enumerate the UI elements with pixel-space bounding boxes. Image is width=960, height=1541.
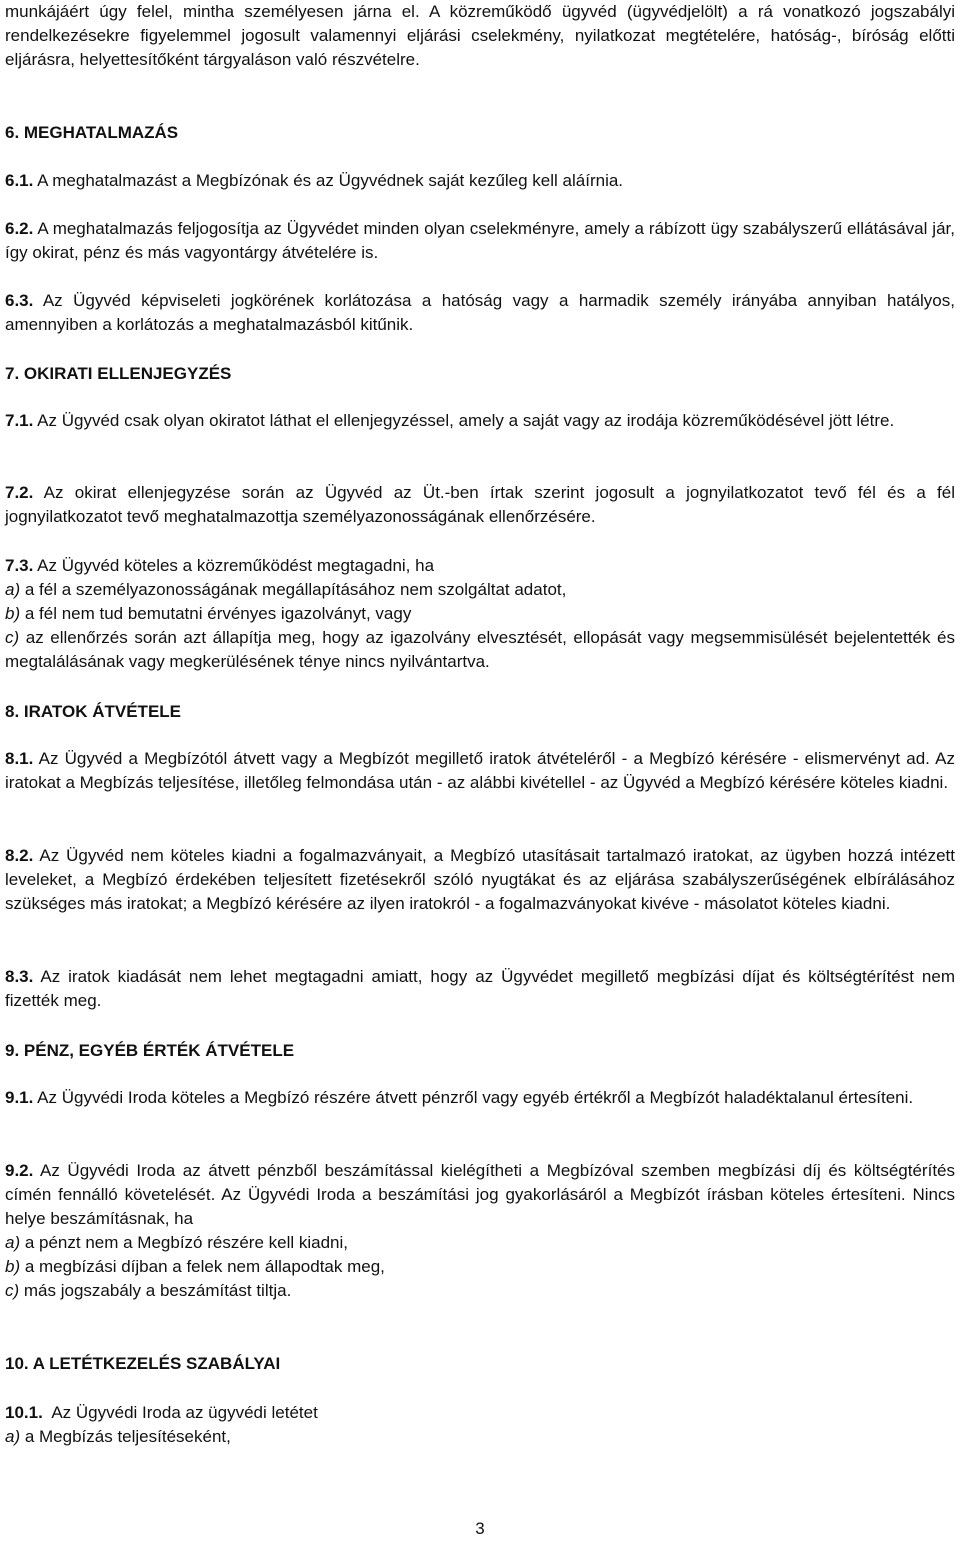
clause-9-1 bbox=[5, 1086, 955, 1110]
intro-text: munkájáért úgy felel, mintha személyesen járna el. A közreműködő ügyvéd (ügyvédjelölt) a rá vonatkozó jogszabályi rendelkezésekre figyelemmel jogosult valamennyi eljárási cselekmény, nyilatkozat megtételére, hatóság-, bíróság előtti eljárásra, helyettesítőként tárgyaláson való részvételre. bbox=[5, 2, 955, 69]
section-9-heading: 9. PÉNZ, EGYÉB ÉRTÉK ÁTVÉTELE bbox=[5, 1041, 295, 1060]
clause-text: A meghatalmazás feljogosítja az Ügyvédet minden olyan cselekményre, amely a rábízott ügy szabályszerű ellátásával jár, így okirat, pénz és más vagyontárgy átvételére is. bbox=[5, 219, 955, 262]
clause-number: 8.3. bbox=[5, 967, 34, 986]
clause-10-1 bbox=[5, 1401, 955, 1449]
clause-text: Az Ügyvéd nem köteles kiadni a fogalmazványait, a Megbízó utasításait tartalmazó iratokat, az ügyben hozzá intézett leveleket, a Megbízó érdekében teljesített fizetésekről szóló nyugtákat és az eljárása szabályszerűségének elbírálásához szükséges más iratokat; a Megbízó kérésére az ilyen iratokról - a fogalmazványokat kivéve - másolatot köteles kiadni. bbox=[5, 846, 955, 913]
clause-9-2 bbox=[5, 1159, 955, 1303]
clause-6-1 bbox=[5, 169, 955, 193]
clause-number: 7.2. bbox=[5, 483, 34, 502]
list-item: a) a pénzt nem a Megbízó részére kell kiadni, bbox=[5, 1233, 349, 1252]
list-item: c) más jogszabály a beszámítást tiltja. bbox=[5, 1281, 292, 1300]
clause-text: Az okirat ellenjegyzése során az Ügyvéd az Üt.-ben írtak szerint jogosult a jognyilatkozatot tevő fél és a fél jognyilatkozatot tevő meghatalmazottja személyazonosságának ellenőrzésére. bbox=[5, 483, 955, 526]
clause-text: Az Ügyvéd a Megbízótól átvett vagy a Megbízót megillető iratok átvételéről - a Megbízó kérésére - elismervényt ad. Az iratokat a Megbízás teljesítése, illetőleg felmondása után - az alábbi kivétellel - az Ügyvéd a Megbízó kérésére köteles kiadni. bbox=[5, 749, 955, 792]
page-number: 3 bbox=[475, 1519, 485, 1538]
clause-number: 7.1. bbox=[5, 411, 34, 430]
list-item: b) a fél nem tud bemutatni érvényes igazolványt, vagy bbox=[5, 604, 412, 623]
clause-number: 6.2. bbox=[5, 219, 34, 238]
clause-text: Az Ügyvéd csak olyan okiratot láthat el ellenjegyzéssel, amely a saját vagy az irodája közreműködésével jött létre. bbox=[33, 411, 895, 430]
clause-6-2 bbox=[5, 217, 955, 265]
clause-number: 8.2. bbox=[5, 846, 34, 865]
clause-number: 9.1. bbox=[5, 1088, 34, 1107]
clause-8-2 bbox=[5, 844, 955, 916]
list-item: c) az ellenőrzés során azt állapítja meg, hogy az igazolvány elvesztését, ellopását vagy megsemmisülését bejelentették és megtalálásának vagy megkerülésének ténye nincs nyilvántartva. bbox=[5, 628, 955, 671]
clause-number: 9.2. bbox=[5, 1161, 34, 1180]
section-8-heading: 8. IRATOK ÁTVÉTELE bbox=[5, 702, 182, 721]
clause-number: 7.3. bbox=[5, 556, 34, 575]
clause-7-3 bbox=[5, 554, 955, 674]
list-item: a) a Megbízás teljesítéseként, bbox=[5, 1427, 231, 1446]
clause-7-2 bbox=[5, 481, 955, 529]
intro-paragraph bbox=[5, 0, 955, 72]
clause-number: 10.1. bbox=[5, 1403, 43, 1422]
section-10-heading: 10. A LETÉTKEZELÉS SZABÁLYAI bbox=[5, 1354, 281, 1373]
clause-text: Az Ügyvéd köteles a közreműködést megtagadni, ha bbox=[33, 556, 435, 575]
section-6-heading: 6. MEGHATALMAZÁS bbox=[5, 123, 179, 142]
section-7-heading: 7. OKIRATI ELLENJEGYZÉS bbox=[5, 364, 232, 383]
clause-number: 8.1. bbox=[5, 749, 34, 768]
clause-text: Az Ügyvédi Iroda az átvett pénzből beszámítással kielégítheti a Megbízóval szemben megbízási díj és költségtérítés címén fennálló követelését. Az Ügyvédi Iroda a beszámítási jog gyakorlásáról a Megbízót írásban köteles értesíteni. Nincs helye beszámításnak, ha bbox=[5, 1161, 955, 1228]
clause-text: A meghatalmazást a Megbízónak és az Ügyvédnek saját kezűleg kell aláírnia. bbox=[33, 171, 624, 190]
list-item: b) a megbízási díjban a felek nem állapodtak meg, bbox=[5, 1257, 385, 1276]
clause-text: Az iratok kiadását nem lehet megtagadni amiatt, hogy az Ügyvédet megillető megbízási díjat és költségtérítést nem fizették meg. bbox=[5, 967, 955, 1010]
clause-number: 6.3. bbox=[5, 291, 34, 310]
clause-8-1 bbox=[5, 747, 955, 795]
clause-7-1 bbox=[5, 409, 955, 433]
clause-text: Az Ügyvédi Iroda köteles a Megbízó részére átvett pénzről vagy egyéb értékről a Megbízót haladéktalanul értesíteni. bbox=[33, 1088, 914, 1107]
clause-text: Az Ügyvédi Iroda az ügyvédi letétet bbox=[42, 1403, 318, 1422]
list-item: a) a fél a személyazonosságának megállapításához nem szolgáltat adatot, bbox=[5, 580, 567, 599]
clause-6-3 bbox=[5, 289, 955, 337]
clause-number: 6.1. bbox=[5, 171, 34, 190]
clause-8-3 bbox=[5, 965, 955, 1013]
clause-text: Az Ügyvéd képviseleti jogkörének korlátozása a hatóság vagy a harmadik személy irányába annyiban hatályos, amennyiben a korlátozás a meghatalmazásból kitűnik. bbox=[5, 291, 955, 334]
